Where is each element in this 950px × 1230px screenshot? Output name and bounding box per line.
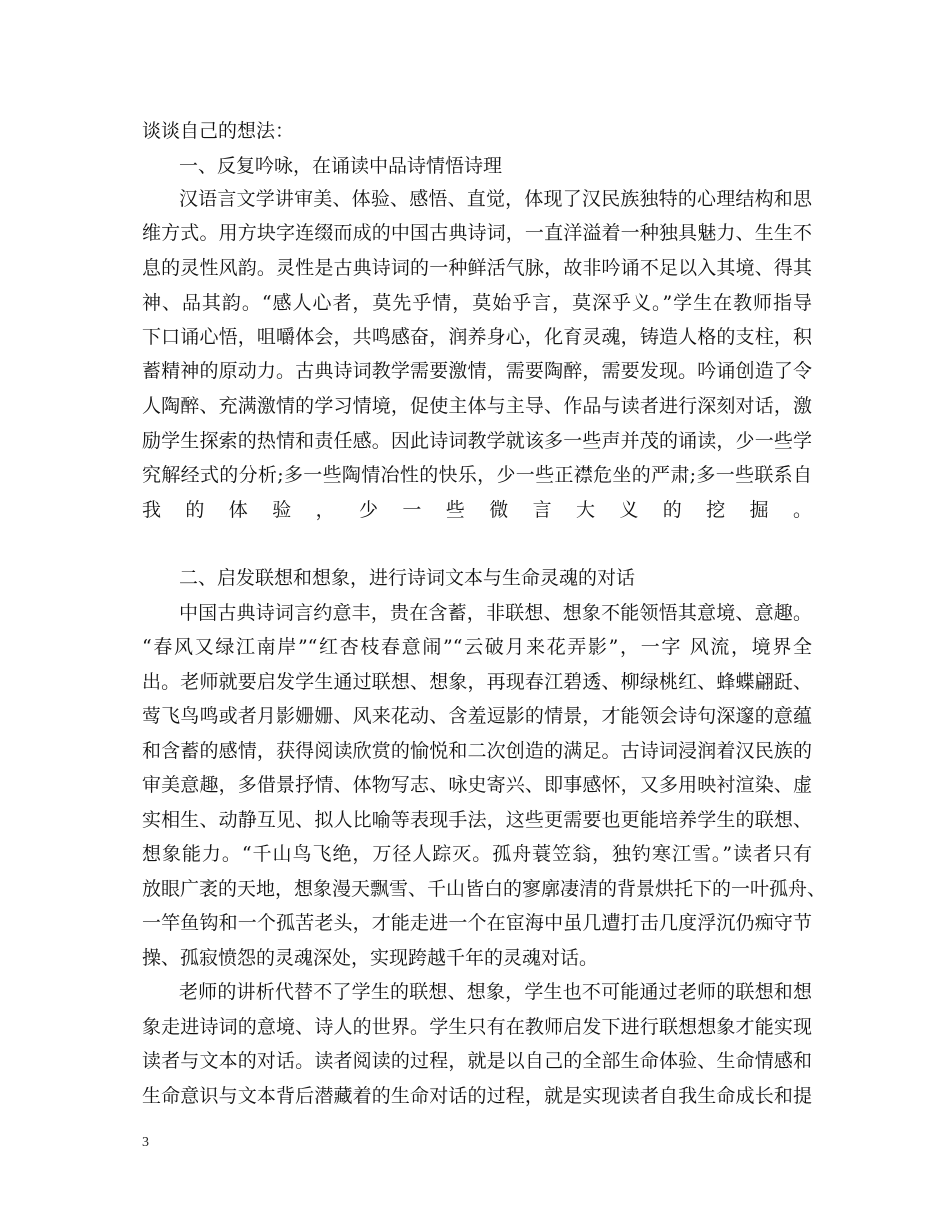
text-line: 一竿鱼钩和一个孤苦老头，才能走进一个在宦海中虽几遭打击几度浮沉仍痴守节 (142, 912, 812, 934)
text-line: 下口诵心悟，咀嚼体会，共鸣感奋，润养身心，化育灵魂，铸造人格的支柱，积 (142, 326, 812, 348)
text-line: 审美意趣，多借景抒情、体物写志、咏史寄兴、即事感怀，又多用映衬渲染、虚 (142, 774, 812, 796)
section-heading: 二、启发联想和想象，进行诗词文本与生命灵魂的对话 (179, 567, 636, 589)
text-line: 读者与文本的对话。读者阅读的过程，就是以自己的全部生命体验、生命情感和 (142, 1050, 812, 1072)
text-line: 放眼广袤的天地，想象漫天飘雪、千山皆白的寥廓凄清的背景烘托下的一叶孤舟、 (142, 878, 827, 900)
text-line: 我的体验，少一些微言大义的挖掘。 (142, 499, 812, 521)
section-heading: 一、反复吟咏，在诵读中品诗情悟诗理 (179, 155, 503, 177)
text-line: 神、品其韵。“感人心者，莫先乎情，莫始乎言，莫深乎义。”学生在教师指导 (142, 292, 812, 314)
text-line: 老师的讲析代替不了学生的联想、想象，学生也不可能通过老师的联想和想 (179, 981, 812, 1003)
text-line: 汉语言文学讲审美、体验、感悟、直觉，体现了汉民族独特的心理结构和思 (179, 188, 812, 210)
page-number: 3 (142, 1135, 149, 1150)
text-line: 息的灵性风韵。灵性是古典诗词的一种鲜活气脉，故非吟诵不足以入其境、得其 (142, 257, 812, 279)
text-line: 想象能力。“千山鸟飞绝，万径人踪灭。孤舟蓑笠翁，独钓寒江雪。”读者只有 (142, 843, 812, 865)
text-line: 谈谈自己的想法： (142, 120, 295, 142)
text-line: 蓄精神的原动力。古典诗词教学需要激情，需要陶醉，需要发现。吟诵创造了令 (142, 360, 812, 382)
text-line: 维方式。用方块字连缀而成的中国古典诗词，一直洋溢着一种独具魅力、生生不 (142, 222, 812, 244)
text-line: 出。老师就要启发学生通过联想、想象，再现春江碧透、柳绿桃红、蜂蝶翩跹、 (142, 671, 812, 693)
text-line: 中国古典诗词言约意丰，贵在含蓄，非联想、想象不能领悟其意境、意趣。 (179, 602, 812, 624)
text-line: 究解经式的分析;多一些陶情冶性的快乐，少一些正襟危坐的严肃;多一些联系自 (142, 464, 812, 486)
text-line: 象走进诗词的意境、诗人的世界。学生只有在教师启发下进行联想想象才能实现 (142, 1016, 812, 1038)
text-line: 操、孤寂愤怨的灵魂深处，实现跨越千年的灵魂对话。 (142, 947, 599, 969)
text-line: 实相生、动静互见、拟人比喻等表现手法，这些更需要也更能培养学生的联想、 (142, 809, 812, 831)
text-line: 励学生探索的热情和责任感。因此诗词教学就该多一些声并茂的诵读，少一些学 (142, 430, 812, 452)
text-line: 生命意识与文本背后潜藏着的生命对话的过程，就是实现读者自我生命成长和提 (142, 1085, 812, 1107)
text-line: “春风又绿江南岸”“红杏枝春意闹”“云破月来花弄影”，一字 风流，境界全 (142, 636, 812, 658)
text-line: 人陶醉、充满激情的学习情境，促使主体与主导、作品与读者进行深刻对话，激 (142, 395, 812, 417)
text-line: 莺飞鸟鸣或者月影姗姗、风来花动、含羞逗影的情景，才能领会诗句深邃的意蕴 (142, 705, 812, 727)
text-line: 和含蓄的感情，获得阅读欣赏的愉悦和二次创造的满足。古诗词浸润着汉民族的 (142, 740, 812, 762)
